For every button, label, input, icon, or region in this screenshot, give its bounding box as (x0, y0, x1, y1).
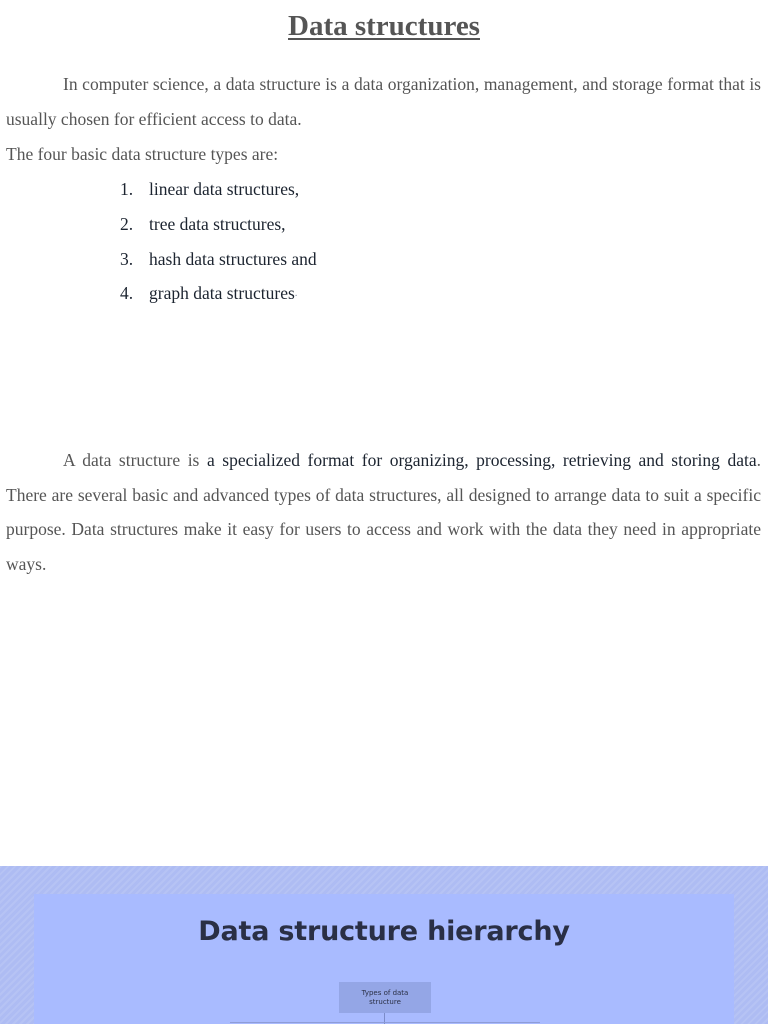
list-number: 1. (120, 179, 134, 199)
list-number: 3. (120, 248, 134, 269)
list-item-label: linear data structures, (149, 179, 300, 199)
list-item-label: hash data structures and (149, 248, 317, 269)
root-node-label: Types of data structure (361, 988, 409, 1006)
connector-line (230, 1022, 540, 1023)
hierarchy-figure (0, 866, 768, 1024)
definition-highlight: a specialized format for organizing, processing, retrieving and storing data (206, 450, 757, 470)
list-item (120, 207, 317, 242)
root-node (339, 982, 431, 1013)
list-item-label: graph data structures (149, 283, 295, 304)
definition-rest: . There are several basic and advanced types of data structures, all designed to arrange data to suit a specific purpose. Data structures make it easy for users to access and work with the data they need in appropriate ways. (6, 450, 761, 574)
figure-panel (34, 894, 734, 1024)
list-number: 2. (120, 213, 134, 234)
page-title: Data structures (288, 10, 480, 42)
data-structure-types-list (120, 172, 317, 311)
intro-text: In computer science, a data structure is a data organization, management, and storage format that is usually chosen for efficient access to data. (6, 74, 761, 129)
list-item (120, 242, 317, 277)
intro-paragraph (6, 67, 761, 136)
list-lead: The four basic data structure types are: (6, 144, 279, 164)
list-number: 4. (120, 283, 134, 304)
definition-prefix: A data structure is (63, 450, 207, 470)
list-item (120, 276, 317, 311)
figure-title: Data structure hierarchy (198, 916, 570, 947)
definition-paragraph (6, 443, 761, 581)
list-item-label: tree data structures, (149, 213, 286, 234)
trailing-period: . (294, 287, 298, 300)
list-item (120, 172, 317, 207)
